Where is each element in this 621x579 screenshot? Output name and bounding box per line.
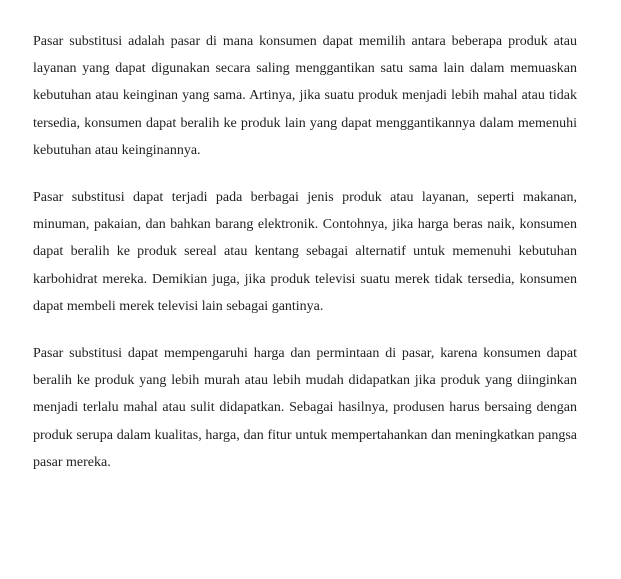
paragraph-3: Pasar substitusi dapat mempengaruhi harga dan permintaan di pasar, karena konsumen dapat beralih ke produk yang lebih murah atau lebih mudah didapatkan jika produk yang diinginkan menjadi terlalu mahal atau sulit didapatkan. Sebagai hasilnya, produsen harus bersaing dengan produk serupa dalam kualitas, harga, dan fitur untuk mempertahankan dan meningkatkan pangsa pasar mereka. [33, 346, 577, 470]
paragraph-2: Pasar substitusi dapat terjadi pada berbagai jenis produk atau layanan, seperti makanan, minuman, pakaian, dan bahkan barang elektronik. Contohnya, jika harga beras naik, konsumen dapat beralih ke produk sereal atau kentang sebagai alternatif untuk memenuhi kebutuhan karbohidrat mereka. Demikian juga, jika produk televisi suatu merek tidak tersedia, konsumen dapat membeli merek televisi lain sebagai gantinya. [33, 190, 577, 314]
paragraph-1: Pasar substitusi adalah pasar di mana konsumen dapat memilih antara beberapa produk atau layanan yang dapat digunakan secara saling menggantikan satu sama lain dalam memuaskan kebutuhan atau keinginan yang sama. Artinya, jika suatu produk menjadi lebih mahal atau tidak tersedia, konsumen dapat beralih ke produk lain yang dapat menggantikannya dalam memenuhi kebutuhan atau keinginannya. [33, 34, 577, 158]
document-body [33, 28, 577, 476]
